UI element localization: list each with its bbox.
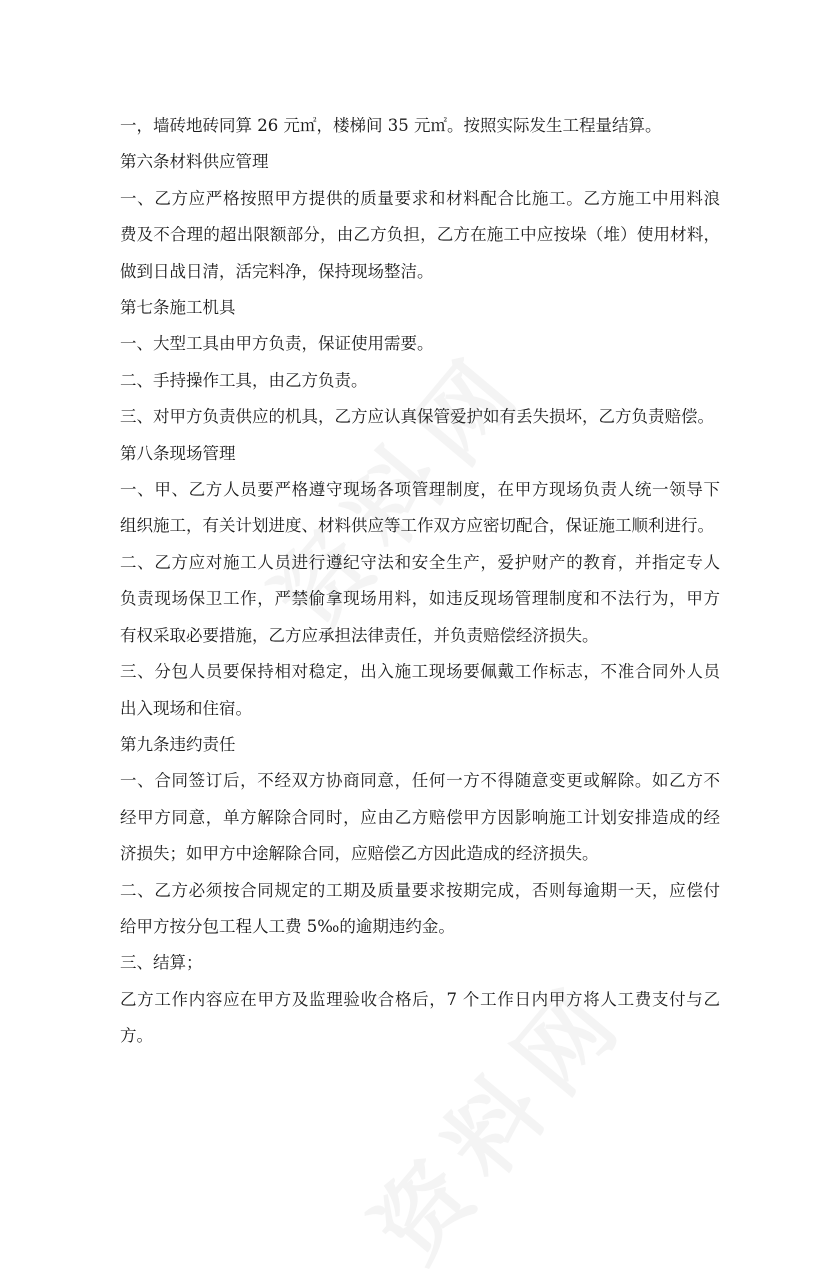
section-heading	[120, 290, 720, 326]
text-line: 给甲方按分包工程人工费 5‰的逾期违约金。	[120, 916, 455, 936]
text-line: 负责现场保卫工作，严禁偷拿现场用料，如违反现场管理制度和不法行为，甲方	[120, 589, 720, 609]
paragraph	[120, 654, 720, 727]
paragraph	[120, 326, 720, 362]
section-heading	[120, 144, 720, 180]
paragraph	[120, 472, 720, 545]
text-line: 三、对甲方负责供应的机具，乙方应认真保管爱护如有丢失损坏，乙方负责赔偿。	[120, 407, 714, 427]
text-line: 第八条现场管理	[120, 443, 236, 463]
text-line: 方。	[120, 1026, 153, 1046]
document-body	[120, 108, 720, 1055]
text-line: 乙方工作内容应在甲方及监理验收合格后，7 个工作日内甲方将人工费支付与乙	[120, 989, 720, 1009]
text-line: 一、大型工具由甲方负责，保证使用需要。	[120, 334, 434, 354]
paragraph	[120, 399, 720, 435]
text-line: 二、乙方应对施工人员进行遵纪守法和安全生产，爱护财产的教育，并指定专人	[120, 552, 720, 572]
paragraph	[120, 181, 720, 290]
text-line: 济损失；如甲方中途解除合同，应赔偿乙方因此造成的经济损失。	[120, 844, 599, 864]
text-line: 一、甲、乙方人员要严格遵守现场各项管理制度，在甲方现场负责人统一领导下	[120, 480, 720, 500]
text-line: 第九条违约责任	[120, 734, 236, 754]
text-line: 有权采取必要措施，乙方应承担法律责任，并负责赔偿经济损失。	[120, 625, 599, 645]
text-line: 三、分包人员要保持相对稳定，出入施工现场要佩戴工作标志，不准合同外人员	[120, 662, 720, 682]
paragraph	[120, 945, 720, 981]
text-line: 经甲方同意，单方解除合同时，应由乙方赔偿甲方因影响施工计划安排造成的经	[120, 807, 720, 827]
text-line: 出入现场和住宿。	[120, 698, 252, 718]
text-line: 组织施工，有关计划进度、材料供应等工作双方应密切配合，保证施工顺利进行。	[120, 516, 714, 536]
paragraph	[120, 363, 720, 399]
text-line: 费及不合理的超出限额部分，由乙方负担，乙方在施工中应按垛（堆）使用材料，	[120, 225, 720, 245]
text-line: 一、乙方应严格按照甲方提供的质量要求和材料配合比施工。乙方施工中用料浪	[120, 188, 720, 208]
text-line: 第六条材料供应管理	[120, 152, 269, 172]
text-line: 三、结算；	[120, 953, 203, 973]
paragraph	[120, 545, 720, 654]
paragraph	[120, 982, 720, 1055]
section-heading	[120, 436, 720, 472]
text-line: 第七条施工机具	[120, 298, 236, 318]
text-line: 一，墙砖地砖同算 26 元㎡，楼梯间 35 元㎡。按照实际发生工程量结算。	[120, 116, 662, 135]
text-line: 一、合同签订后，不经双方协商同意，任何一方不得随意变更或解除。如乙方不	[120, 771, 720, 791]
text-line: 做到日战日清，活完料净，保持现场整洁。	[120, 261, 434, 281]
paragraph	[120, 108, 720, 144]
section-heading	[120, 727, 720, 763]
text-line: 二、乙方必须按合同规定的工期及质量要求按期完成，否则每逾期一天，应偿付	[120, 880, 720, 900]
text-line: 二、手持操作工具，由乙方负责。	[120, 370, 368, 390]
paragraph	[120, 763, 720, 872]
paragraph	[120, 873, 720, 946]
